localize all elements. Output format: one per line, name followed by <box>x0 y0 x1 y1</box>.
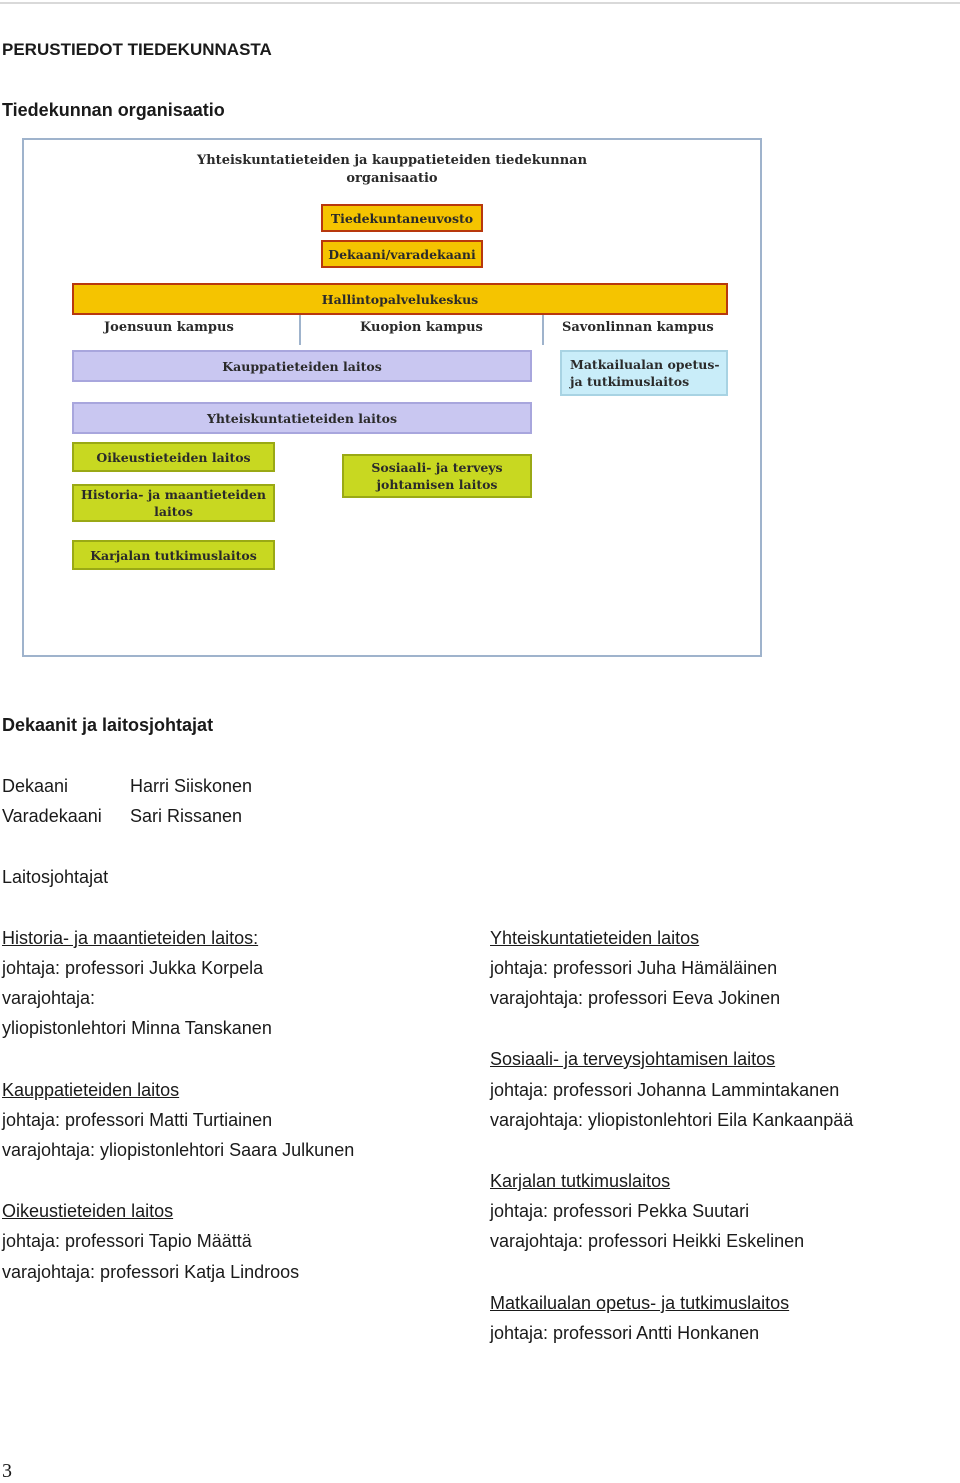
heads-heading: Laitosjohtajat <box>2 867 109 887</box>
campus-divider <box>299 315 301 345</box>
karjala-link[interactable]: Karjalan tutkimuslaitos <box>490 1171 671 1191</box>
sosiaali-head: johtaja: professori Johanna Lammintakanen <box>490 1080 840 1100</box>
oikeus-box: Oikeustieteiden laitos <box>72 442 275 472</box>
kauppa-box: Kauppatieteiden laitos <box>72 350 532 382</box>
kauppa-head: johtaja: professori Matti Turtiainen <box>2 1110 273 1130</box>
karjala-deputy: varajohtaja: professori Heikki Eskelinen <box>490 1231 805 1251</box>
historia-deputy: yliopistonlehtori Minna Tanskanen <box>2 1018 272 1038</box>
campus-kuopio: Kuopion kampus <box>360 320 483 335</box>
kauppa-deputy: varajohtaja: yliopistonlehtori Saara Julkunen <box>2 1140 355 1160</box>
top-rule <box>0 2 960 4</box>
karjala-head: johtaja: professori Pekka Suutari <box>490 1201 750 1221</box>
karjala-box: Karjalan tutkimuslaitos <box>72 540 275 570</box>
historia-deputy-label: varajohtaja: <box>2 988 96 1008</box>
sosiaali-deputy: varajohtaja: yliopistonlehtori Eila Kankaanpää <box>490 1110 854 1130</box>
dean-label: Dekaani <box>2 776 69 796</box>
admin-box: Hallintopalvelukeskus <box>72 283 728 315</box>
campus-divider <box>542 315 544 345</box>
matkailu-box: Matkailualan opetus- ja tutkimuslaitos <box>560 350 728 396</box>
historia-box: Historia- ja maantieteiden laitos <box>72 484 275 522</box>
deans-heading: Dekaanit ja laitosjohtajat <box>2 715 214 735</box>
kauppa-link[interactable]: Kauppatieteiden laitos <box>2 1080 180 1100</box>
oikeus-head: johtaja: professori Tapio Määttä <box>2 1231 252 1251</box>
yhteiskunta-box: Yhteiskuntatieteiden laitos <box>72 402 532 434</box>
historia-link[interactable]: Historia- ja maantieteiden laitos: <box>2 928 259 948</box>
dean-box: Dekaani/varadekaani <box>321 240 483 268</box>
org-chart-title: Yhteiskuntatieteiden ja kauppatieteiden tiedekunnan organisaatio <box>196 153 588 186</box>
oikeus-link[interactable]: Oikeustieteiden laitos <box>2 1201 174 1221</box>
page-subtitle: Tiedekunnan organisaatio <box>2 100 225 120</box>
yhteiskunta-deputy: varajohtaja: professori Eeva Jokinen <box>490 988 781 1008</box>
council-box: Tiedekuntaneuvosto <box>321 204 483 232</box>
historia-head: johtaja: professori Jukka Korpela <box>2 958 264 978</box>
yhteiskunta-link[interactable]: Yhteiskuntatieteiden laitos <box>490 928 700 948</box>
matkailu-head: johtaja: professori Antti Honkanen <box>490 1323 760 1343</box>
page-number: 3 <box>2 1460 12 1482</box>
org-chart <box>22 138 762 657</box>
campus-savonlinna: Savonlinnan kampus <box>562 320 714 335</box>
yhteiskunta-head: johtaja: professori Juha Hämäläinen <box>490 958 778 978</box>
oikeus-deputy: varajohtaja: professori Katja Lindroos <box>2 1262 300 1282</box>
sosiaali-box: Sosiaali- ja terveys johtamisen laitos <box>342 454 532 498</box>
dean-name: Harri Siiskonen <box>130 776 253 796</box>
matkailu-link[interactable]: Matkailualan opetus- ja tutkimuslaitos <box>490 1293 790 1313</box>
sosiaali-link[interactable]: Sosiaali- ja terveysjohtamisen laitos <box>490 1049 776 1069</box>
vice-dean-label: Varadekaani <box>2 806 102 826</box>
vice-dean-name: Sari Rissanen <box>130 806 243 826</box>
section-title: PERUSTIEDOT TIEDEKUNNASTA <box>2 40 272 59</box>
campus-joensuu: Joensuun kampus <box>104 320 234 335</box>
